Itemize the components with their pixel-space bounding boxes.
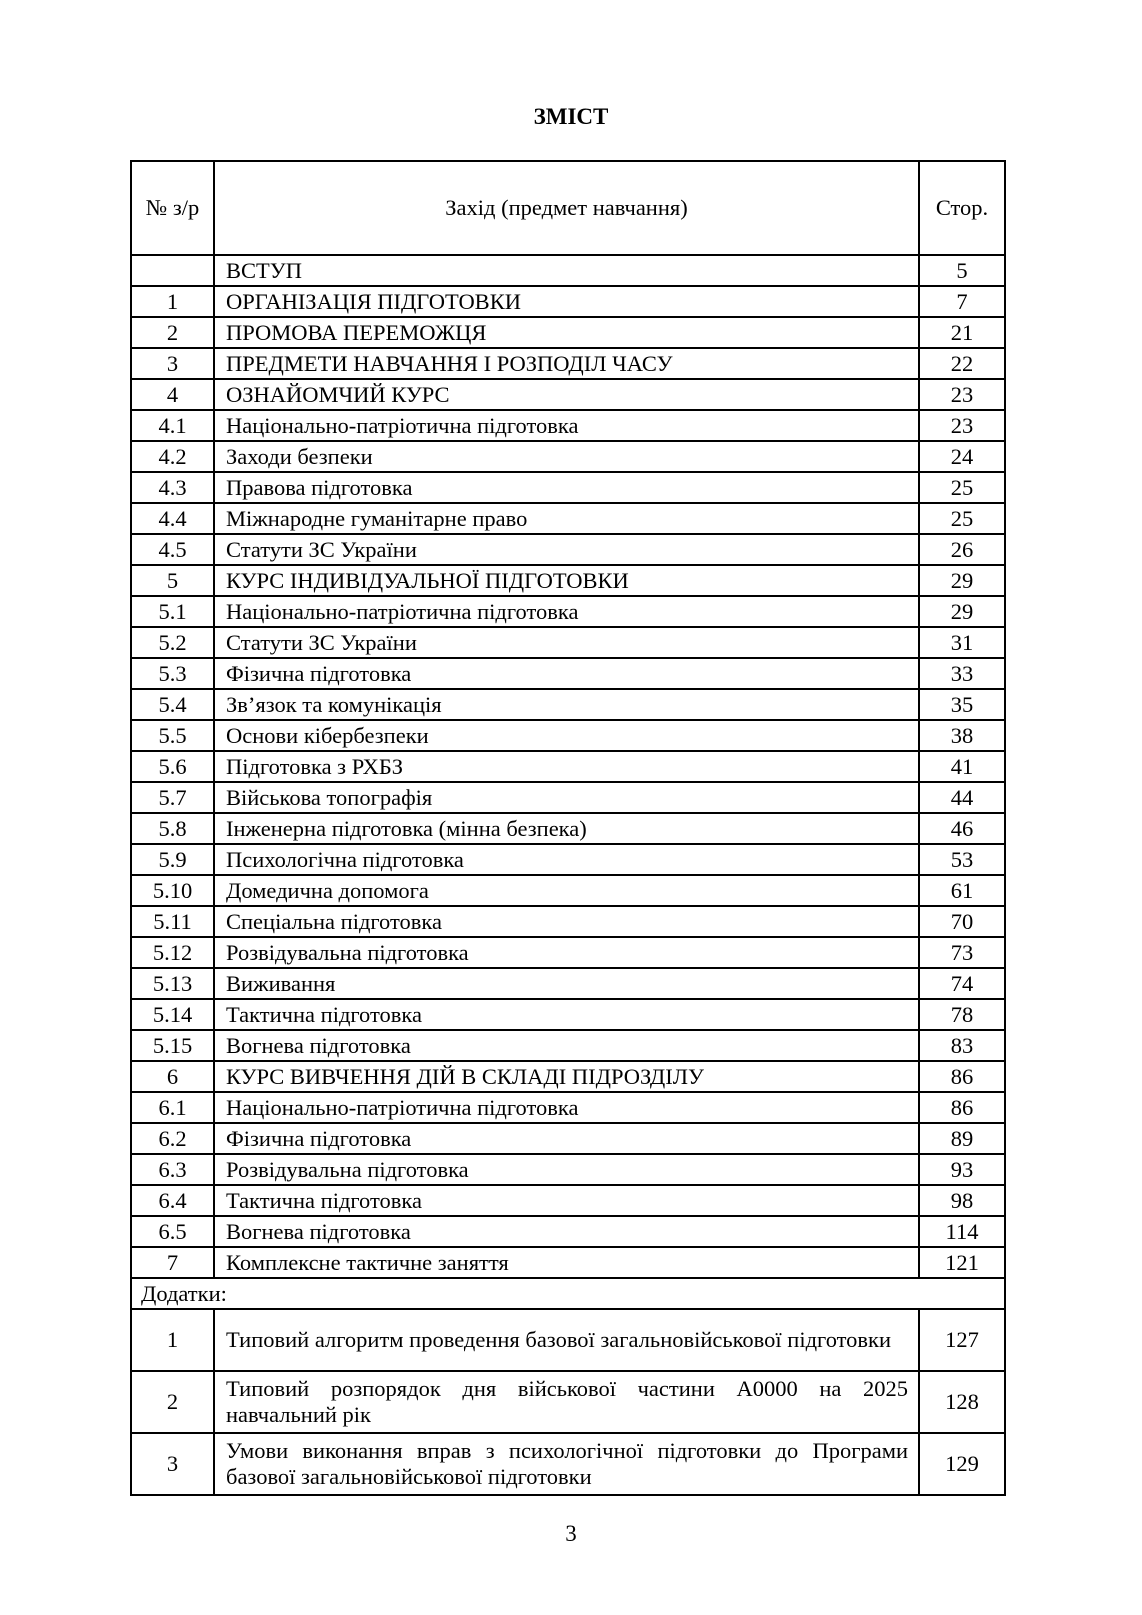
toc-row-name: Вогнева підготовка xyxy=(214,1216,919,1247)
toc-row-name: Правова підготовка xyxy=(214,472,919,503)
toc-row-num: 5.5 xyxy=(131,720,214,751)
toc-row-name: Підготовка з РХБЗ xyxy=(214,751,919,782)
toc-row xyxy=(131,286,1005,317)
toc-row xyxy=(131,317,1005,348)
toc-row-name: Домедична допомога xyxy=(214,875,919,906)
appendix-heading: Додатки: xyxy=(131,1278,1005,1309)
toc-row-page: 7 xyxy=(919,286,1005,317)
toc-row-num: 6.1 xyxy=(131,1092,214,1123)
toc-row-num: 6.3 xyxy=(131,1154,214,1185)
toc-row-page: 53 xyxy=(919,844,1005,875)
toc-row-num: 5.8 xyxy=(131,813,214,844)
toc-row-page: 35 xyxy=(919,689,1005,720)
toc-row-num: 2 xyxy=(131,317,214,348)
toc-row xyxy=(131,503,1005,534)
toc-row-page: 24 xyxy=(919,441,1005,472)
toc-row xyxy=(131,441,1005,472)
toc-row-num: 5.11 xyxy=(131,906,214,937)
toc-row-name: Виживання xyxy=(214,968,919,999)
toc-row-page: 22 xyxy=(919,348,1005,379)
toc-row xyxy=(131,1154,1005,1185)
toc-row-num: 5.7 xyxy=(131,782,214,813)
toc-row-name: Національно-патріотична підготовка xyxy=(214,596,919,627)
toc-row-page: 86 xyxy=(919,1092,1005,1123)
toc-row xyxy=(131,937,1005,968)
toc-row-page: 44 xyxy=(919,782,1005,813)
toc-row-name: Фізична підготовка xyxy=(214,1123,919,1154)
header-num: № з/р xyxy=(131,161,214,255)
toc-row-num: 5.9 xyxy=(131,844,214,875)
toc-row-name: Основи кібербезпеки xyxy=(214,720,919,751)
toc-row-name: ПРОМОВА ПЕРЕМОЖЦЯ xyxy=(214,317,919,348)
appendix-row-page: 128 xyxy=(919,1371,1005,1433)
toc-row-num: 4.2 xyxy=(131,441,214,472)
toc-row xyxy=(131,751,1005,782)
toc-row-page: 78 xyxy=(919,999,1005,1030)
toc-row-num: 3 xyxy=(131,348,214,379)
toc-row-num: 7 xyxy=(131,1247,214,1278)
toc-row-num: 4.5 xyxy=(131,534,214,565)
toc-row-page: 114 xyxy=(919,1216,1005,1247)
toc-row-name: ПРЕДМЕТИ НАВЧАННЯ І РОЗПОДІЛ ЧАСУ xyxy=(214,348,919,379)
toc-header-row xyxy=(131,161,1005,255)
toc-row-name: Фізична підготовка xyxy=(214,658,919,689)
toc-row-num: 6.2 xyxy=(131,1123,214,1154)
toc-row-num: 4.4 xyxy=(131,503,214,534)
toc-row-num: 6.4 xyxy=(131,1185,214,1216)
toc-row xyxy=(131,968,1005,999)
toc-row xyxy=(131,348,1005,379)
toc-row-num: 4.3 xyxy=(131,472,214,503)
toc-row-name: Вогнева підготовка xyxy=(214,1030,919,1061)
toc-row xyxy=(131,565,1005,596)
appendix-heading-row xyxy=(131,1278,1005,1309)
toc-row-page: 25 xyxy=(919,472,1005,503)
toc-row-page: 33 xyxy=(919,658,1005,689)
toc-row xyxy=(131,658,1005,689)
toc-row-num xyxy=(131,255,214,286)
toc-row-name: Розвідувальна підготовка xyxy=(214,937,919,968)
toc-row-page: 46 xyxy=(919,813,1005,844)
appendix-row-page: 129 xyxy=(919,1433,1005,1495)
toc-row-name: Комплексне тактичне заняття xyxy=(214,1247,919,1278)
toc-row-page: 5 xyxy=(919,255,1005,286)
toc-row-num: 4 xyxy=(131,379,214,410)
toc-row-num: 5 xyxy=(131,565,214,596)
toc-row xyxy=(131,689,1005,720)
toc-row xyxy=(131,379,1005,410)
toc-row-num: 1 xyxy=(131,286,214,317)
header-page: Стор. xyxy=(919,161,1005,255)
toc-row-name: Зв’язок та комунікація xyxy=(214,689,919,720)
toc-row-page: 41 xyxy=(919,751,1005,782)
toc-row xyxy=(131,534,1005,565)
toc-row-num: 5.10 xyxy=(131,875,214,906)
toc-row-num: 5.13 xyxy=(131,968,214,999)
toc-row-name: ОЗНАЙОМЧИЙ КУРС xyxy=(214,379,919,410)
toc-row-num: 5.3 xyxy=(131,658,214,689)
toc-row xyxy=(131,720,1005,751)
toc-row xyxy=(131,1247,1005,1278)
toc-row-num: 6 xyxy=(131,1061,214,1092)
toc-row xyxy=(131,596,1005,627)
toc-row-page: 74 xyxy=(919,968,1005,999)
toc-row-page: 29 xyxy=(919,596,1005,627)
toc-row-name: Військова топографія xyxy=(214,782,919,813)
toc-row-page: 23 xyxy=(919,410,1005,441)
toc-row-num: 5.4 xyxy=(131,689,214,720)
toc-row xyxy=(131,410,1005,441)
toc-row xyxy=(131,1185,1005,1216)
toc-table xyxy=(130,160,1006,1496)
toc-row xyxy=(131,472,1005,503)
toc-row-page: 26 xyxy=(919,534,1005,565)
toc-row-name: КУРС ВИВЧЕННЯ ДІЙ В СКЛАДІ ПІДРОЗДІЛУ xyxy=(214,1061,919,1092)
toc-row xyxy=(131,844,1005,875)
toc-row-name: Тактична підготовка xyxy=(214,1185,919,1216)
toc-row-num: 5.12 xyxy=(131,937,214,968)
toc-row-num: 5.1 xyxy=(131,596,214,627)
appendix-row-name: Типовий алгоритм проведення базової загальновійськової підготовки xyxy=(214,1309,919,1371)
toc-row-page: 93 xyxy=(919,1154,1005,1185)
toc-row-num: 5.2 xyxy=(131,627,214,658)
toc-row-name: Національно-патріотична підготовка xyxy=(214,1092,919,1123)
toc-row-page: 29 xyxy=(919,565,1005,596)
toc-row-page: 38 xyxy=(919,720,1005,751)
appendix-row xyxy=(131,1309,1005,1371)
toc-row-page: 70 xyxy=(919,906,1005,937)
toc-row xyxy=(131,999,1005,1030)
toc-row-page: 83 xyxy=(919,1030,1005,1061)
page-title: ЗМІСТ xyxy=(533,104,609,129)
toc-row-name: Спеціальна підготовка xyxy=(214,906,919,937)
toc-row-num: 6.5 xyxy=(131,1216,214,1247)
toc-row-name: Заходи безпеки xyxy=(214,441,919,472)
toc-row xyxy=(131,255,1005,286)
toc-row xyxy=(131,906,1005,937)
toc-row xyxy=(131,875,1005,906)
appendix-row-page: 127 xyxy=(919,1309,1005,1371)
toc-row-name: КУРС ІНДИВІДУАЛЬНОЇ ПІДГОТОВКИ xyxy=(214,565,919,596)
toc-row-name: Інженерна підготовка (мінна безпека) xyxy=(214,813,919,844)
toc-row-num: 5.6 xyxy=(131,751,214,782)
toc-row xyxy=(131,1123,1005,1154)
toc-row-page: 73 xyxy=(919,937,1005,968)
toc-row xyxy=(131,1030,1005,1061)
toc-row-num: 4.1 xyxy=(131,410,214,441)
toc-row-page: 21 xyxy=(919,317,1005,348)
toc-row-name: Психологічна підготовка xyxy=(214,844,919,875)
toc-row xyxy=(131,627,1005,658)
toc-row-page: 25 xyxy=(919,503,1005,534)
toc-row-name: ВСТУП xyxy=(214,255,919,286)
toc-row-name: ОРГАНІЗАЦІЯ ПІДГОТОВКИ xyxy=(214,286,919,317)
page-number: 3 xyxy=(565,1521,577,1546)
toc-row xyxy=(131,1092,1005,1123)
toc-row-page: 61 xyxy=(919,875,1005,906)
toc-row-num: 5.15 xyxy=(131,1030,214,1061)
toc-row-page: 86 xyxy=(919,1061,1005,1092)
toc-row-page: 98 xyxy=(919,1185,1005,1216)
toc-row-name: Тактична підготовка xyxy=(214,999,919,1030)
toc-row-num: 5.14 xyxy=(131,999,214,1030)
toc-row xyxy=(131,1061,1005,1092)
toc-row xyxy=(131,1216,1005,1247)
appendix-row-num: 3 xyxy=(131,1433,214,1495)
header-name: Захід (предмет навчання) xyxy=(214,161,919,255)
appendix-row-num: 2 xyxy=(131,1371,214,1433)
toc-row-name: Статути ЗС України xyxy=(214,534,919,565)
toc-row-page: 89 xyxy=(919,1123,1005,1154)
appendix-row-name: Умови виконання вправ з психологічної підготовки до Програми базової загальновійськової підготовки xyxy=(214,1433,919,1495)
appendix-row-name: Типовий розпорядок дня військової частини А0000 на 2025 навчальний рік xyxy=(214,1371,919,1433)
toc-row-name: Статути ЗС України xyxy=(214,627,919,658)
appendix-row xyxy=(131,1371,1005,1433)
appendix-row-num: 1 xyxy=(131,1309,214,1371)
toc-row xyxy=(131,782,1005,813)
toc-row xyxy=(131,813,1005,844)
toc-row-name: Розвідувальна підготовка xyxy=(214,1154,919,1185)
toc-row-page: 121 xyxy=(919,1247,1005,1278)
toc-row-name: Міжнародне гуманітарне право xyxy=(214,503,919,534)
appendix-row xyxy=(131,1433,1005,1495)
toc-row-page: 31 xyxy=(919,627,1005,658)
toc-row-name: Національно-патріотична підготовка xyxy=(214,410,919,441)
toc-row-page: 23 xyxy=(919,379,1005,410)
